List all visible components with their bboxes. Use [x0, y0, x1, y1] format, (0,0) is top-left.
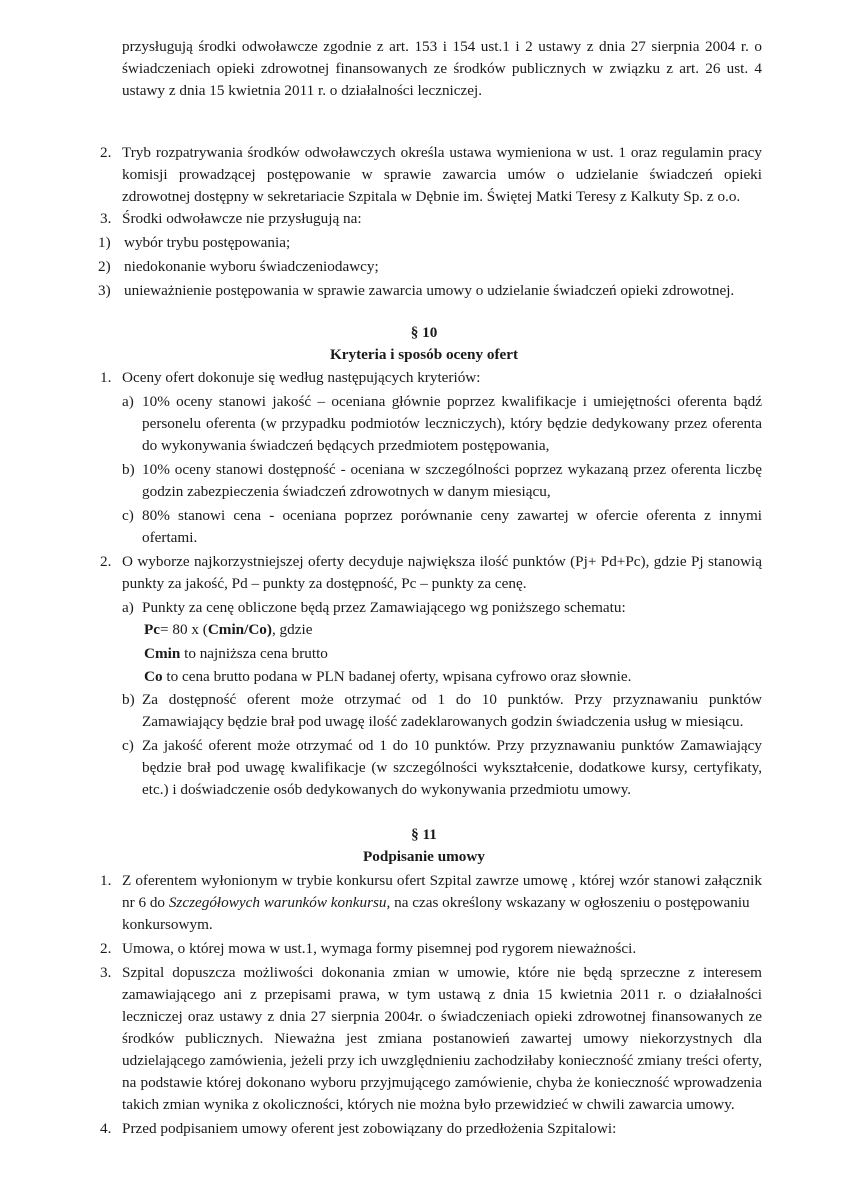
formula: Pc= 80 x (Cmin/Co), gdzie [144, 621, 313, 638]
list-item-text: Tryb rozpatrywania środków odwoławczych określa ustawa wymieniona w ust. 1 oraz regulamin pracy [122, 144, 762, 161]
list-item-text: punkty za jakość, Pd – punkty za dostępność, Pc – punkty za cenę. [122, 575, 527, 592]
list-item-text: Oceny ofert dokonuje się według następujących kryteriów: [122, 369, 481, 386]
list-item-text: zdrowotnej dostępny w sekretariacie Szpitala w Dębnie im. Świętej Matki Teresy z Kalkuty Sp. z o.o. [122, 188, 741, 205]
list-item-text: ofertami. [142, 529, 198, 546]
list-item-text: Punkty za cenę obliczone będą przez Zamawiającego wg poniższego schematu: [142, 599, 626, 616]
cmin-definition: Cmin to najniższa cena brutto [144, 645, 328, 662]
formula-ratio: Cmin/Co) [207, 621, 272, 638]
co-definition: Co to cena brutto podana w PLN badanej oferty, wpisana cyfrowo oraz słownie. [144, 668, 632, 685]
list-item-text: niedokonanie wyboru świadczeniodawcy; [124, 258, 379, 275]
intro-line: ustawy z dnia 15 kwietnia 2011 r. o działalności leczniczej. [122, 82, 483, 99]
list-letter: b) [122, 461, 135, 478]
list-item-text: Przed podpisaniem umowy oferent jest zobowiązany do przedłożenia Szpitalowi: [122, 1120, 617, 1137]
list-number: 1. [100, 369, 112, 386]
list-number: 2. [100, 940, 112, 957]
section-title: Kryteria i sposób oceny ofert [329, 346, 519, 363]
list-item-text: nr 6 do Szczegółowych warunków konkursu, na czas określony wskazany w ogłoszeniu o postępowaniu [122, 894, 750, 911]
list-item-text: 10% oceny stanowi dostępność - oceniana w szczególności poprzez wykazaną przez oferenta liczbę [142, 461, 762, 478]
list-item-text: zamawiającego ani z przepisami prawa, w tym ustawą z dnia 15 kwietnia 2011 r. o działalności [122, 986, 762, 1003]
list-letter: c) [122, 737, 134, 754]
list-item-text: do wykonywania świadczeń będących przedmiotem postępowania, [142, 437, 550, 454]
list-number: 2. [100, 553, 112, 570]
list-item-text: Środki odwoławcze nie przysługują na: [122, 210, 362, 227]
list-number: 1) [98, 234, 111, 251]
list-item-text: 80% stanowi cena - oceniana poprzez porównanie ceny zawartej w ofercie oferenta z innymi [142, 507, 762, 524]
list-item-text: Szpital dopuszcza możliwości dokonania zmian w umowie, które nie będą sprzeczne z interesem [122, 964, 762, 981]
list-item-text: komisji prowadzącej postępowanie w sprawie zawarcia umów o udzielanie świadczeń opieki [122, 166, 762, 183]
list-item-text: O wyborze najkorzystniejszej oferty decyduje największa ilość punktów (Pj+ Pd+Pc), gdzie Pj stanowią [122, 553, 762, 570]
list-number: 3) [98, 282, 111, 299]
list-letter: b) [122, 691, 135, 708]
intro-line: świadczeniach opieki zdrowotnej finansowanych ze środków publicznych w związku z art. 26 ust. 4 [122, 60, 762, 77]
list-letter: a) [122, 393, 134, 410]
formula-pc: Pc [144, 621, 161, 638]
list-number: 4. [100, 1120, 112, 1137]
list-number: 3. [100, 964, 112, 981]
list-item-text: Umowa, o której mowa w ust.1, wymaga formy pisemnej pod rygorem nieważności. [122, 940, 637, 957]
list-item-text: będzie brał pod uwagę kwalifikacje (w szczególności wykształcenie, dodatkowe kursy, certyfikaty, [142, 759, 762, 776]
list-letter: c) [122, 507, 134, 524]
list-item-text: 10% oceny stanowi jakość – oceniana głównie poprzez kwalifikacje i umiejętności oferenta bądź [142, 393, 762, 410]
list-number: 3. [100, 210, 112, 227]
list-item-text: Z oferentem wyłonionym w trybie konkursu ofert Szpital zawrze umowę , której wzór stanowi załącznik [122, 872, 762, 889]
list-number: 2) [98, 258, 111, 275]
list-item-text: leczniczej oraz ustawy z dnia 27 sierpnia 2004r. o świadczeniach opieki zdrowotnej finansowanych ze [122, 1008, 762, 1025]
list-item-text: na podstawie której dokonano wyboru przyjmującego zamówienie, chyba że konieczność wprowadzenia [122, 1074, 762, 1091]
document-reference: Szczegółowych warunków konkursu, [168, 894, 391, 911]
list-item-text: godzin zabezpieczenia świadczeń zdrowotnych w danym miesiącu, [142, 483, 551, 500]
intro-line: przysługują środki odwoławcze zgodnie z art. 153 i 154 ust.1 i 2 ustawy z dnia 27 sierpnia 2004 r. o [122, 38, 762, 55]
list-item-text: środków publicznych. Nieważna jest zmiana postanowień zawartej umowy niekorzystnych dla [122, 1030, 762, 1047]
list-number: 1. [100, 872, 112, 889]
list-item-text: udzielającego zamówienia, jeżeli przy ich uwzględnieniu zachodziłaby konieczność zmiany treści oferty, [122, 1052, 762, 1069]
list-item-text: wybór trybu postępowania; [124, 234, 291, 251]
section-title: Podpisanie umowy [363, 848, 485, 865]
section-number: § 10 [410, 324, 438, 341]
list-number: 2. [100, 144, 112, 161]
list-item-text: personelu oferenta (w przypadku podmiotów leczniczych), który będzie dedykowany przez oferenta [142, 415, 762, 432]
list-item-text: konkursowym. [122, 916, 213, 933]
list-item-text: Za dostępność oferent może otrzymać od 1 do 10 punktów. Przy przyznawaniu punktów [142, 691, 762, 708]
list-item-text: etc.) i doświadczenie osób dedykowanych do wykonywania przedmiotu umowy. [142, 781, 632, 798]
section-number: § 11 [411, 826, 437, 843]
list-item-text: Zamawiający będzie brał pod uwagę ilość zadeklarowanych godzin świadczenia usług w miesiącu. [142, 713, 744, 730]
list-item-text: unieważnienie postępowania w sprawie zawarcia umowy o udzielanie świadczeń opieki zdrowotnej. [124, 282, 735, 299]
list-item-text: Za jakość oferent może otrzymać od 1 do 10 punktów. Przy przyznawaniu punktów Zamawiający [142, 737, 762, 754]
list-item-text: takich zmian wynika z okoliczności, których nie można było przewidzieć w chwili zawarcia umowy. [122, 1096, 735, 1113]
list-letter: a) [122, 599, 134, 616]
